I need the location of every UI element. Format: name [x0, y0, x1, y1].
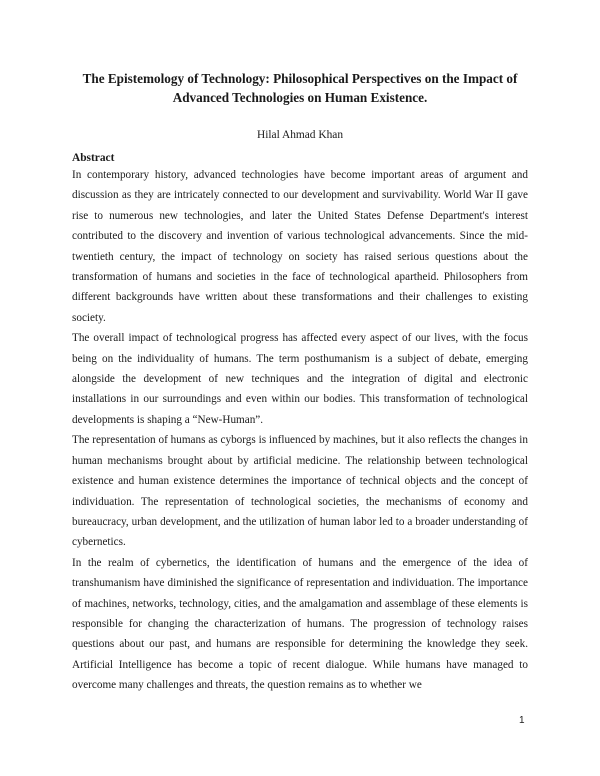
page-number: 1 — [519, 715, 525, 726]
abstract-heading: Abstract — [72, 152, 115, 164]
paper-title — [60, 69, 540, 107]
paper-title-line-1: The Epistemology of Technology: Philosophical Perspectives on the Impact of — [82, 71, 518, 86]
paper-title-line-2: Advanced Technologies on Human Existence. — [172, 90, 428, 105]
abstract-paragraph-1: In contemporary history, advanced technologies have become important areas of argument and discussion as they are intricately connected to our development and survivability. World War II gave rise to numerous new technologies, and later the United States Defense Department's interest contributed to the discovery and invention of various technological advancements. Since the mid-twentieth century, the impact of technology on society has raised serious questions about the transformation of humans and societies in the face of technological apartheid. Philosophers from different backgrounds have written about these transformations and their challenges to existing society. — [72, 169, 528, 324]
abstract-paragraph-4: In the realm of cybernetics, the identification of humans and the emergence of the idea of transhumanism have diminished the significance of representation and individuation. The importance of machines, networks, technology, cities, and the amalgamation and assemblage of these elements is responsible for changing the characterization of humans. The progression of technology raises questions about our past, and humans are responsible for determining the knowledge they seek. Artificial Intelligence has become a topic of recent dialogue. While humans have managed to overcome many challenges and threats, the question remains as to whether we — [72, 556, 528, 692]
abstract-paragraph-3: The representation of humans as cyborgs is influenced by machines, but it also reflects the changes in human mechanisms brought about by artificial medicine. The relationship between technological existence and human existence determines the importance of technical objects and the concept of individuation. The representation of technological societies, the mechanisms of economy and bureaucracy, urban development, and the utilization of human labor led to a broader understanding of cybernetics. — [72, 434, 528, 549]
author-name: Hilal Ahmad Khan — [256, 129, 344, 141]
abstract-paragraph-2: The overall impact of technological progress has affected every aspect of our lives, with the focus being on the individuality of humans. The term posthumanism is a subject of debate, emerging alongside the development of new techniques and the integration of digital and electronic installations in our surroundings and even within our bodies. This transformation of technological developments is shaping a “New-Human”. — [72, 332, 528, 426]
abstract-body — [72, 165, 528, 696]
